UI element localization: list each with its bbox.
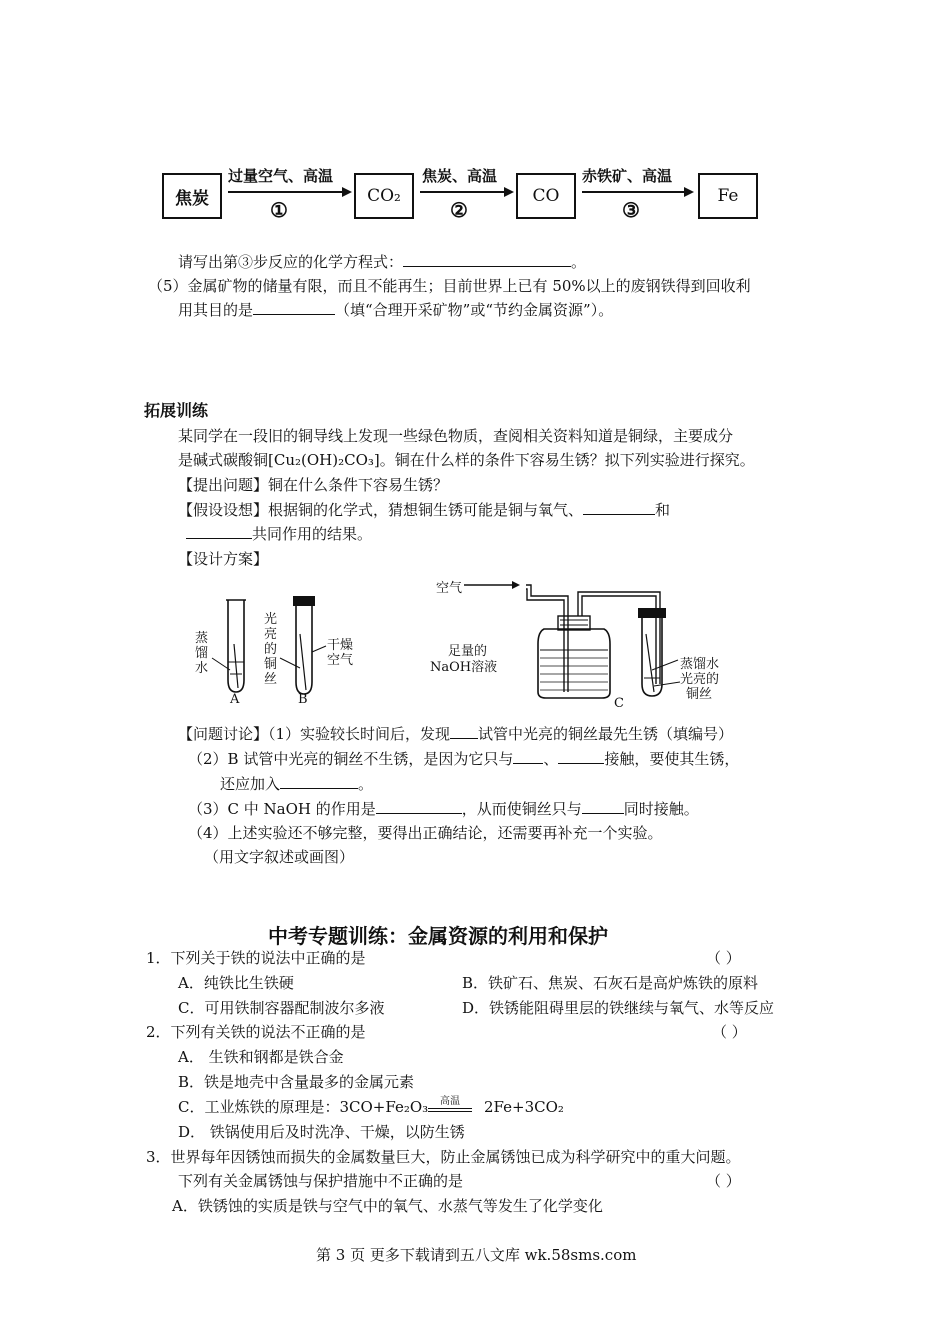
q4-blank[interactable] — [403, 252, 571, 267]
q2-c-text2: 2Fe+3CO₂ — [484, 1098, 564, 1116]
exam-q3-line2: 下列有关金属锈蚀与保护措施中不正确的是 — [178, 1172, 464, 1190]
exam-q3-paren: （ ） — [706, 1172, 741, 1190]
exam-q2-a: A． 生铁和钢都是铁合金 — [178, 1048, 344, 1066]
q5-line1: （5）金属矿物的储量有限，而且不能再生；目前世界上已有 50%以上的废钢铁得到回收利 — [148, 277, 751, 295]
exam-q1-b: B．铁矿石、焦炭、石灰石是高炉炼铁的原料 — [462, 974, 759, 992]
flow-arrow1-number: ① — [270, 198, 288, 222]
hypothesis-text-b: 和 — [655, 501, 671, 519]
d3-text-a: （3）C 中 NaOH 的作用是 — [188, 800, 376, 818]
q2-c-text1: C．工业炼铁的原理是：3CO+Fe₂O₃ — [178, 1098, 429, 1116]
q4-line — [178, 252, 586, 272]
d1-text-b: 试管中光亮的铜丝最先生锈（填编号） — [478, 725, 734, 743]
exam-q2-c — [178, 1097, 428, 1117]
fig-air: 空气 — [436, 581, 463, 596]
flow-arrow1 — [228, 186, 352, 198]
d2-text-b: 、 — [543, 750, 559, 768]
extension-design: 【设计方案】 — [178, 550, 269, 568]
flow-arrow2 — [420, 186, 514, 198]
flow-box-fe: Fe — [698, 173, 758, 219]
tube-c — [638, 592, 680, 696]
extension-intro1: 某同学在一段旧的铜导线上发现一些绿色物质，查阅相关资料知道是铜绿，主要成分 — [178, 427, 734, 445]
extension-hypothesis — [178, 500, 670, 520]
fig-b-label4: 铜 — [264, 657, 278, 672]
d2-text-d: 还应加入 — [220, 775, 281, 793]
exam-q1-paren: （ ） — [706, 949, 741, 967]
tube-b — [280, 596, 326, 694]
q5-line2 — [178, 300, 613, 320]
d3-blank2[interactable] — [582, 799, 624, 814]
d2-blank3[interactable] — [280, 774, 358, 789]
exam-q2-b: B．铁是地壳中含量最多的金属元素 — [178, 1073, 415, 1091]
fig-c-water: 蒸馏水 — [680, 657, 720, 672]
d2-text-c: 接触，要使其生锈， — [604, 750, 740, 768]
fig-c-wire: 铜丝 — [686, 687, 713, 702]
fig-c-bright: 光亮的 — [680, 672, 720, 687]
exam-q3-line1: 3．世界每年因锈蚀而损失的金属数量巨大，防止金属锈蚀已成为科学研究中的重大问题。 — [146, 1148, 741, 1166]
fig-b-label3: 的 — [264, 642, 278, 657]
flow-arrow3-number: ③ — [622, 198, 640, 222]
exam-q2: 2．下列有关铁的说法不正确的是 — [146, 1023, 366, 1041]
fig-a-label3: 水 — [195, 661, 209, 676]
q5-text-a: 用其目的是 — [178, 301, 254, 319]
extension-heading: 拓展训练 — [144, 401, 209, 420]
discussion-2b — [220, 774, 373, 794]
exam-q3-a: A．铁锈蚀的实质是铁与空气中的氧气、水蒸气等发生了化学变化 — [172, 1197, 603, 1215]
d2-blank2[interactable] — [558, 749, 604, 764]
exam-q1: 1．下列关于铁的说法中正确的是 — [146, 949, 366, 967]
discussion-1 — [178, 724, 733, 744]
q4-end: 。 — [571, 253, 587, 271]
fig-naoh1: 足量的 — [448, 644, 488, 659]
d3-text-b: ，从而使铜丝只与 — [461, 800, 582, 818]
fig-label-c: C — [614, 696, 624, 711]
discussion-3 — [188, 799, 699, 819]
fig-naoh2: NaOH溶液 — [430, 660, 498, 675]
exam-q1-a: A．纯铁比生铁硬 — [178, 974, 294, 992]
flow-arrow1-label: 过量空气、高温 — [228, 167, 334, 185]
hypothesis-text-c: 共同作用的结果。 — [252, 525, 373, 543]
d3-blank1[interactable] — [376, 799, 462, 814]
exam-q1-c: C．可用铁制容器配制波尔多液 — [178, 999, 385, 1017]
hypothesis-text-a: 【假设设想】根据铜的化学式，猜想铜生锈可能是铜与氧气、 — [178, 501, 584, 519]
fig-dry-air1: 干燥 — [327, 638, 354, 653]
flow-arrow2-label: 焦炭、高温 — [422, 167, 498, 185]
fig-dry-air2: 空气 — [327, 653, 354, 668]
q4-text: 请写出第③步反应的化学方程式： — [178, 253, 404, 271]
d2-blank1[interactable] — [513, 749, 543, 764]
exam-q2-paren: （ ） — [712, 1023, 747, 1041]
hypothesis-blank2[interactable] — [186, 524, 252, 539]
fig-b-label2: 亮 — [264, 627, 278, 642]
fig-a-label2: 馏 — [195, 646, 209, 661]
q5-text-b: （填“合理开采矿物”或“节约金属资源”）。 — [335, 301, 614, 319]
gas-wash-bottle — [526, 585, 658, 698]
d2-text-a: （2）B 试管中光亮的铜丝不生锈，是因为它只与 — [188, 750, 514, 768]
extension-hypothesis2 — [186, 524, 372, 544]
flow-arrow3-label: 赤铁矿、高温 — [582, 167, 673, 185]
d1-text-a: 【问题讨论】（1）实验较长时间后，发现 — [178, 725, 451, 743]
fig-b-label5: 丝 — [264, 672, 278, 687]
page-footer: 第 3 页 更多下载请到五八文库 wk.58sms.com — [316, 1246, 637, 1264]
tube-a — [212, 600, 246, 692]
discussion-4b: （用文字叙述或画图） — [204, 848, 355, 866]
flow-arrow3 — [582, 186, 694, 198]
fig-a-label1: 蒸 — [195, 631, 209, 646]
exam-q1-d: D．铁锈能阻碍里层的铁继续与氧气、水等反应 — [462, 999, 775, 1017]
q2-c-line2 — [428, 1111, 472, 1112]
d2-text-e: 。 — [358, 775, 374, 793]
exam-title: 中考专题训练：金属资源的利用和保护 — [268, 924, 608, 948]
fig-label-b: B — [298, 692, 308, 707]
experiment-figure — [186, 574, 806, 714]
flow-box-co: CO — [516, 173, 576, 219]
fig-label-a: A — [230, 692, 240, 707]
d1-blank[interactable] — [450, 724, 478, 739]
extension-question: 【提出问题】铜在什么条件下容易生锈？ — [178, 476, 449, 494]
extension-intro2: 是碱式碳酸铜[Cu₂(OH)₂CO₃]。铜在什么样的条件下容易生锈？拟下列实验进行探究。 — [178, 451, 755, 469]
discussion-2 — [188, 749, 739, 769]
hypothesis-blank1[interactable] — [583, 500, 655, 515]
q2-c-condition: 高温 — [428, 1096, 472, 1109]
exam-q2-d: D． 铁锅使用后及时洗净、干燥，以防生锈 — [178, 1123, 465, 1141]
discussion-4: （4）上述实验还不够完整，要得出正确结论，还需要再补充一个实验。 — [188, 824, 663, 842]
fig-b-label1: 光 — [264, 612, 278, 627]
flow-arrow2-number: ② — [450, 198, 468, 222]
flow-box-co2: CO₂ — [354, 173, 414, 219]
flow-box-coke: 焦炭 — [162, 173, 222, 219]
d3-text-c: 同时接触。 — [623, 800, 699, 818]
q5-blank[interactable] — [253, 300, 335, 315]
